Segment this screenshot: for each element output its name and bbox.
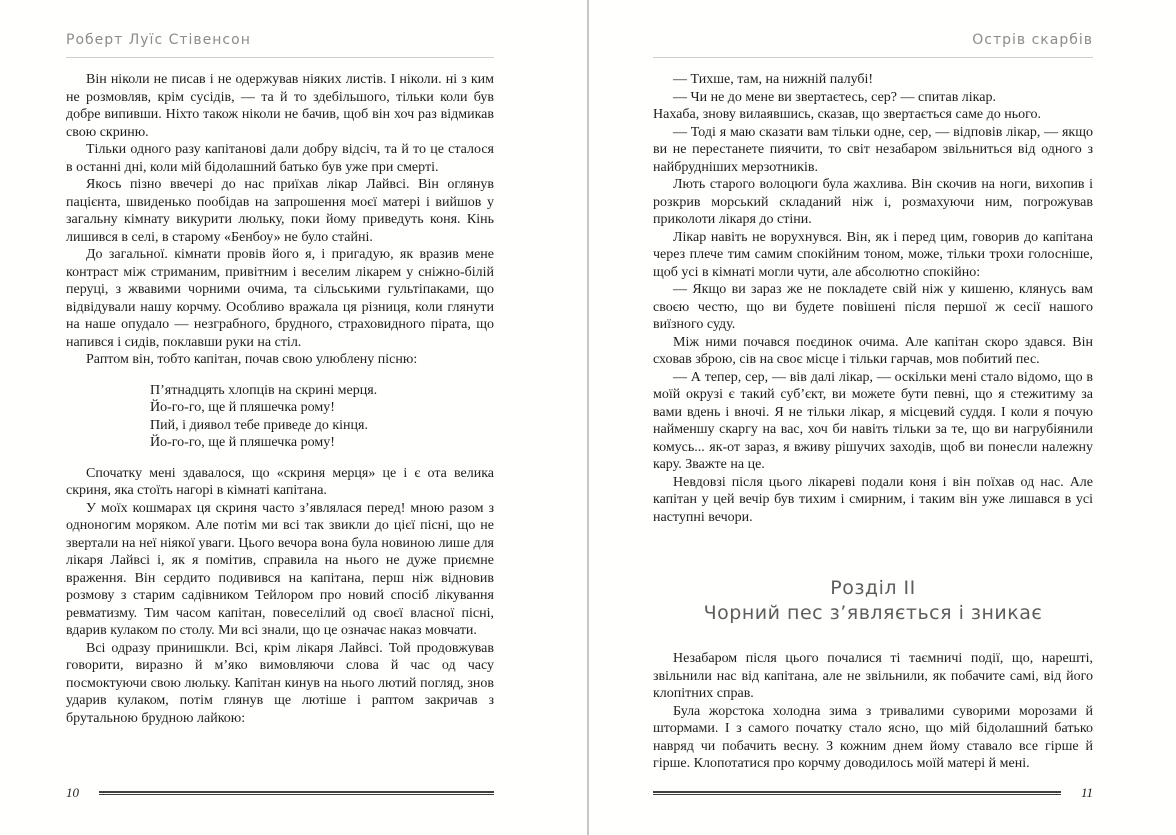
page-right-content (653, 0, 1093, 835)
page-left-content (66, 0, 494, 835)
chapter-number: Розділ II (830, 577, 916, 599)
verse-line: Пий, і диявол тебе приведе до кінця. (150, 417, 368, 433)
paragraph: До загальної. кімнати провів його я, і пригадую, як вразив мене контраст між стриманим, привітним і веселим лікарем у сніжно-білій перуці, з жвавими чорними очима, та сільськими гультіпаками, що відвідували нашу корчму. Особливо вражала ця різниця, коли глянути на наше опудало — незграбного, брудного, страховидного пірата, що напився і сидів, поклавши руки на стіл. (66, 247, 494, 350)
paragraph: Невдовзі після цього лікареві подали коня і він поїхав од нас. Але капітан у цей вечір був тихим і смирним, і таким він уже лишався в усі наступні вечори. (653, 474, 1093, 525)
paragraph-group-bottom (653, 650, 1093, 773)
paragraph: Він ніколи не писав і не одержував ніяких листів. І ніколи. ні з ким не розмовляв, крім сусідів, — та й то здебільшого, тільки коли був добре випивши. Ніхто також ніколи не бачив, щоб він хоч раз відмикав свою скриню. (66, 72, 494, 140)
paragraph: Раптом він, тобто капітан, почав свою улюблену пісню: (86, 352, 418, 367)
running-header-author: Роберт Луїс Стівенсон (66, 32, 494, 58)
paragraph: Лікар навіть не ворухнувся. Він, як і перед цим, говорив до капітана через плече тим самим спокійним тоном, може, тільки трохи голосніше, щоб усі в кімнаті могли чути, але абсолютно спокійно: (653, 229, 1093, 280)
paragraph: — А тепер, сер, — вів далі лікар, — оскільки мені стало відомо, що в моїй окрузі є такий суб’єкт, ви можете бути певні, що я стежитиму за вами вдень і вночі. Я не тільки лікар, я місцевий суддя. І коли я почую найменшу скаргу на вас, хоч би навіть тільки за те, що ви нагрубіянили комусь... як-от зараз, я вживу рішучих заходів, щоб ви понесли належну кару. Зважте на це. (653, 369, 1093, 472)
verse-line: Йо-го-го, ще й пляшечка рому! (150, 435, 335, 450)
paragraph: Лють старого волоцюги була жахлива. Він скочив на ноги, вихопив і розкрив морський складаний ніж і, розмахуючи ним, погрожував приколоти лікаря до стіни. (653, 177, 1093, 227)
paragraph: — Тихше, там, на нижній палубі! (673, 72, 874, 87)
song-verse (150, 382, 494, 452)
right-page-footer (653, 785, 1093, 801)
paragraph: — Чи не до мене ви звертаєтесь, сер? — спитав лікар. (673, 89, 996, 105)
verse-line: П’ятнадцять хлопців на скрині мерця. (150, 382, 378, 398)
paragraph-group-bottom (66, 465, 494, 728)
paragraph: — Якщо ви зараз же не покладете свій ніж у кишеню, клянусь вам своєю честю, що ви будете повішені після першої ж сесії нашого виїзного суду. (653, 282, 1093, 332)
paragraph-group-top (653, 71, 1093, 526)
chapter-heading (653, 576, 1093, 626)
footer-rule (653, 791, 1061, 795)
paragraph: Була жорстока холодна зима з тривалими суворими морозами й штормами. І з самого початку стало ясно, що мій бідолашний батько навряд чи побачить весну. З кожним днем йому ставало все гірше й гірше. Клопотатися про корчму доводилось моїй матері й мені. (653, 703, 1093, 771)
paragraph: Тільки одного разу капітанові дали добру відсіч, та й то це сталося в останні дні, коли мій бідолашний батько був уже при смерті. (66, 142, 494, 175)
paragraph: Якось пізно ввечері до нас приїхав лікар Лайвсі. Він оглянув пацієнта, швиденько пообідав на запрошення моєї матері і вийшов у загальну кімнату викурити люльку, поки йому приведуть коня. Кінь лишився в селі, в старому «Бенбоу» не було стайні. (66, 177, 494, 245)
left-page-footer (66, 785, 494, 801)
running-header-book-title: Острів скарбів (653, 32, 1093, 58)
paragraph: У моїх кошмарах ця скриня часто з’являлася перед! мною разом з одноногим моряком. Але потім ми всі так звикли до цієї пісні, що не звертали на неї ніякої уваги. Цього вечора вона була новиною лише для лікаря Лайвсі і, як я помітив, справила на нього не дуже приємне враження. Він сердито подивився на капітана, перш ніж відновив розмову з старим садівником Тейлором про новий спосіб лікування ревматизму. Тим часом капітан, повеселілий од своєї власної пісні, вдарив кулаком по столу. Ми всі знали, що це означає наказ мовчати. (66, 500, 494, 638)
paragraph: Спочатку мені здавалося, що «скриня мерця» це і є ота велика скриня, яка стоїть нагорі в кімнаті капітана. (66, 465, 494, 498)
chapter-title: Чорний пес з’являється і зникає (703, 602, 1043, 624)
paragraph: — Тоді я маю сказати вам тільки одне, сер, — відповів лікар, — якщо ви не перестанете пиячити, то світ незабаром звільниться від одного з найбрудніших мерзотників. (653, 124, 1093, 175)
page-number: 10 (66, 785, 79, 800)
paragraph: Всі одразу принишкли. Всі, крім лікаря Лайвсі. Той продовжував говорити, виразно й м’яко вимовляючи слова й час од часу посмоктуючи свою люльку. Капітан кинув на нього лютий погляд, знов ударив кулаком, потім глянув ще лютіше і раптом закричав з брутальною брудною лайкою: (66, 640, 494, 726)
right-page-body (653, 71, 1093, 773)
footer-rule (99, 791, 494, 795)
page-right (588, 0, 1176, 835)
paragraph: Незабаром після цього почалися ті таємничі події, що, нарешті, звільнили нас від капітана, але не звільнили, як побачите самі, від його клопітних справ. (653, 651, 1093, 701)
page-number: 11 (1080, 785, 1093, 800)
paragraph: Нахаба, знову вилаявшись, сказав, що звертається саме до нього. (653, 107, 1042, 122)
paragraph: Між ними почався поєдинок очима. Але капітан скоро здався. Він сховав зброю, сів на своє місце і тільки гарчав, мов побитий пес. (653, 334, 1093, 367)
verse-line: Йо-го-го, ще й пляшечка рому! (150, 400, 335, 415)
left-page-body (66, 71, 494, 727)
paragraph-group-top (66, 71, 494, 369)
